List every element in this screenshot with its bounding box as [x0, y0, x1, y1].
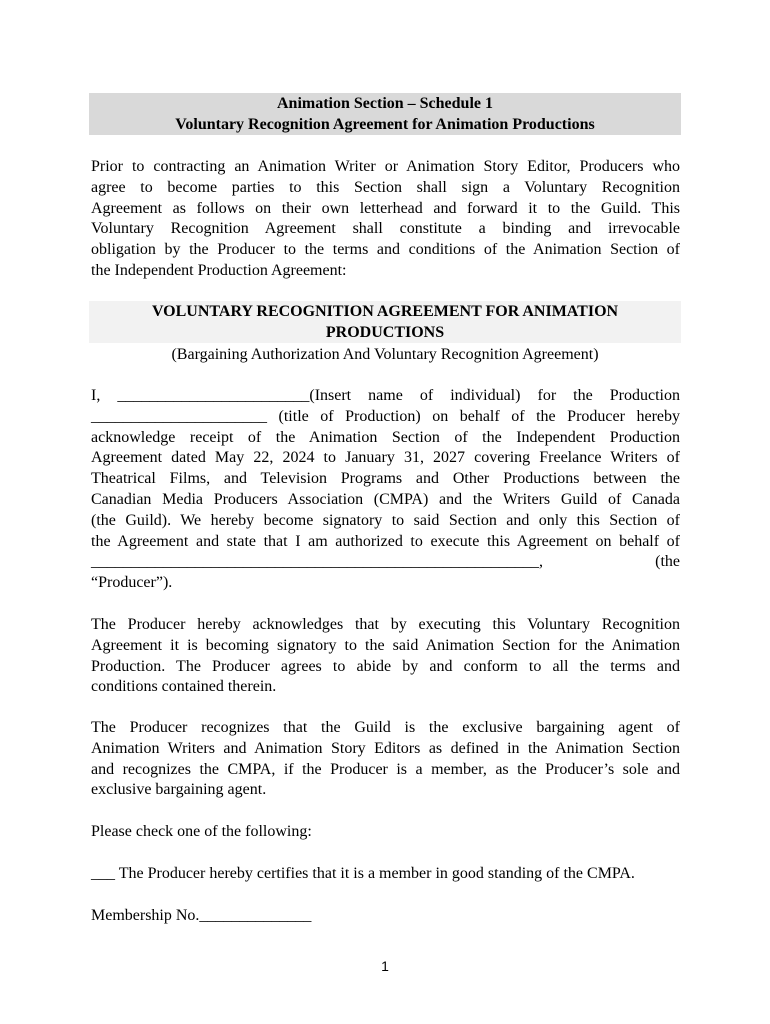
- intro-line: Prior to contracting an Animation Writer or Animation Story Editor, Producers who: [91, 158, 680, 175]
- schedule-subtitle: Voluntary Recognition Agreement for Animation Productions: [175, 116, 595, 133]
- declaration-line: (the Guild). We hereby become signatory to said Section and only this Section of: [91, 511, 680, 529]
- check-prompt: [91, 822, 680, 843]
- agreement-subtitle: (Bargaining Authorization And Voluntary Recognition Agreement): [171, 346, 599, 363]
- acknowledgement-line: Agreement it is becoming signatory to the said Animation Section for the Animation: [91, 636, 680, 654]
- intro-line: agree to become parties to this Section shall sign a Voluntary Recognition: [91, 178, 680, 196]
- agreement-title-line: VOLUNTARY RECOGNITION AGREEMENT FOR ANIMATION: [151, 303, 619, 320]
- recognition-line: exclusive bargaining agent.: [91, 781, 267, 799]
- recognition-line: and recognizes the CMPA, if the Producer is a member, as the Producer’s sole and: [91, 760, 680, 778]
- declaration-line: I, ________________________(Insert name of individual) for the Production: [91, 387, 680, 404]
- declaration-line: ______________________ (title of Production) on behalf of the Producer hereby: [91, 407, 680, 425]
- declaration-line: the Agreement and state that I am authorized to execute this Agreement on behalf of: [91, 532, 680, 550]
- intro-paragraph: [91, 157, 680, 282]
- intro-line: Agreement as follows on their own letterhead and forward it to the Guild. This: [91, 199, 680, 217]
- acknowledgement-line: Production. The Producer agrees to abide by and conform to all the terms and: [91, 657, 680, 675]
- declaration-line: “Producer”).: [91, 574, 173, 592]
- schedule-header: [89, 93, 681, 135]
- membership-number-label: Membership No.______________: [91, 907, 312, 924]
- declaration-line: Theatrical Films, and Television Programs and Other Productions between the: [91, 470, 680, 488]
- recognition-paragraph: [91, 718, 680, 801]
- schedule-title: Animation Section – Schedule 1: [276, 95, 493, 112]
- acknowledgement-line: conditions contained therein.: [91, 678, 277, 696]
- acknowledgement-line: The Producer hereby acknowledges that by executing this Voluntary Recognition: [91, 616, 680, 633]
- recognition-line: Animation Writers and Animation Story Editors as defined in the Animation Section: [91, 739, 680, 757]
- member-certification-text: ___ The Producer hereby certifies that it is a member in good standing of the CMPA.: [91, 865, 635, 882]
- declaration-line: Canadian Media Producers Association (CMPA) and the Writers Guild of Canada: [91, 490, 680, 508]
- member-certification-option[interactable]: [91, 864, 680, 885]
- intro-line: the Independent Production Agreement:: [91, 261, 347, 279]
- declaration-line: ________________________________________________________, (the: [91, 553, 680, 571]
- recognition-line: The Producer recognizes that the Guild is the exclusive bargaining agent of: [91, 719, 680, 736]
- declaration-line: acknowledge receipt of the Animation Section of the Independent Production: [91, 428, 680, 446]
- intro-line: Voluntary Recognition Agreement shall constitute a binding and irrevocable: [91, 220, 680, 238]
- agreement-title-line: PRODUCTIONS: [325, 324, 445, 341]
- declaration-line: Agreement dated May 22, 2024 to January 31, 2027 covering Freelance Writers of: [91, 449, 680, 467]
- check-prompt-text: Please check one of the following:: [91, 823, 312, 840]
- declaration-paragraph: [91, 386, 680, 594]
- membership-number-field[interactable]: [91, 906, 680, 927]
- acknowledgement-paragraph: [91, 615, 680, 698]
- intro-line: obligation by the Producer to the terms and conditions of the Animation Section of: [91, 241, 680, 259]
- agreement-title: [89, 301, 681, 343]
- page-number: 1: [381, 958, 389, 974]
